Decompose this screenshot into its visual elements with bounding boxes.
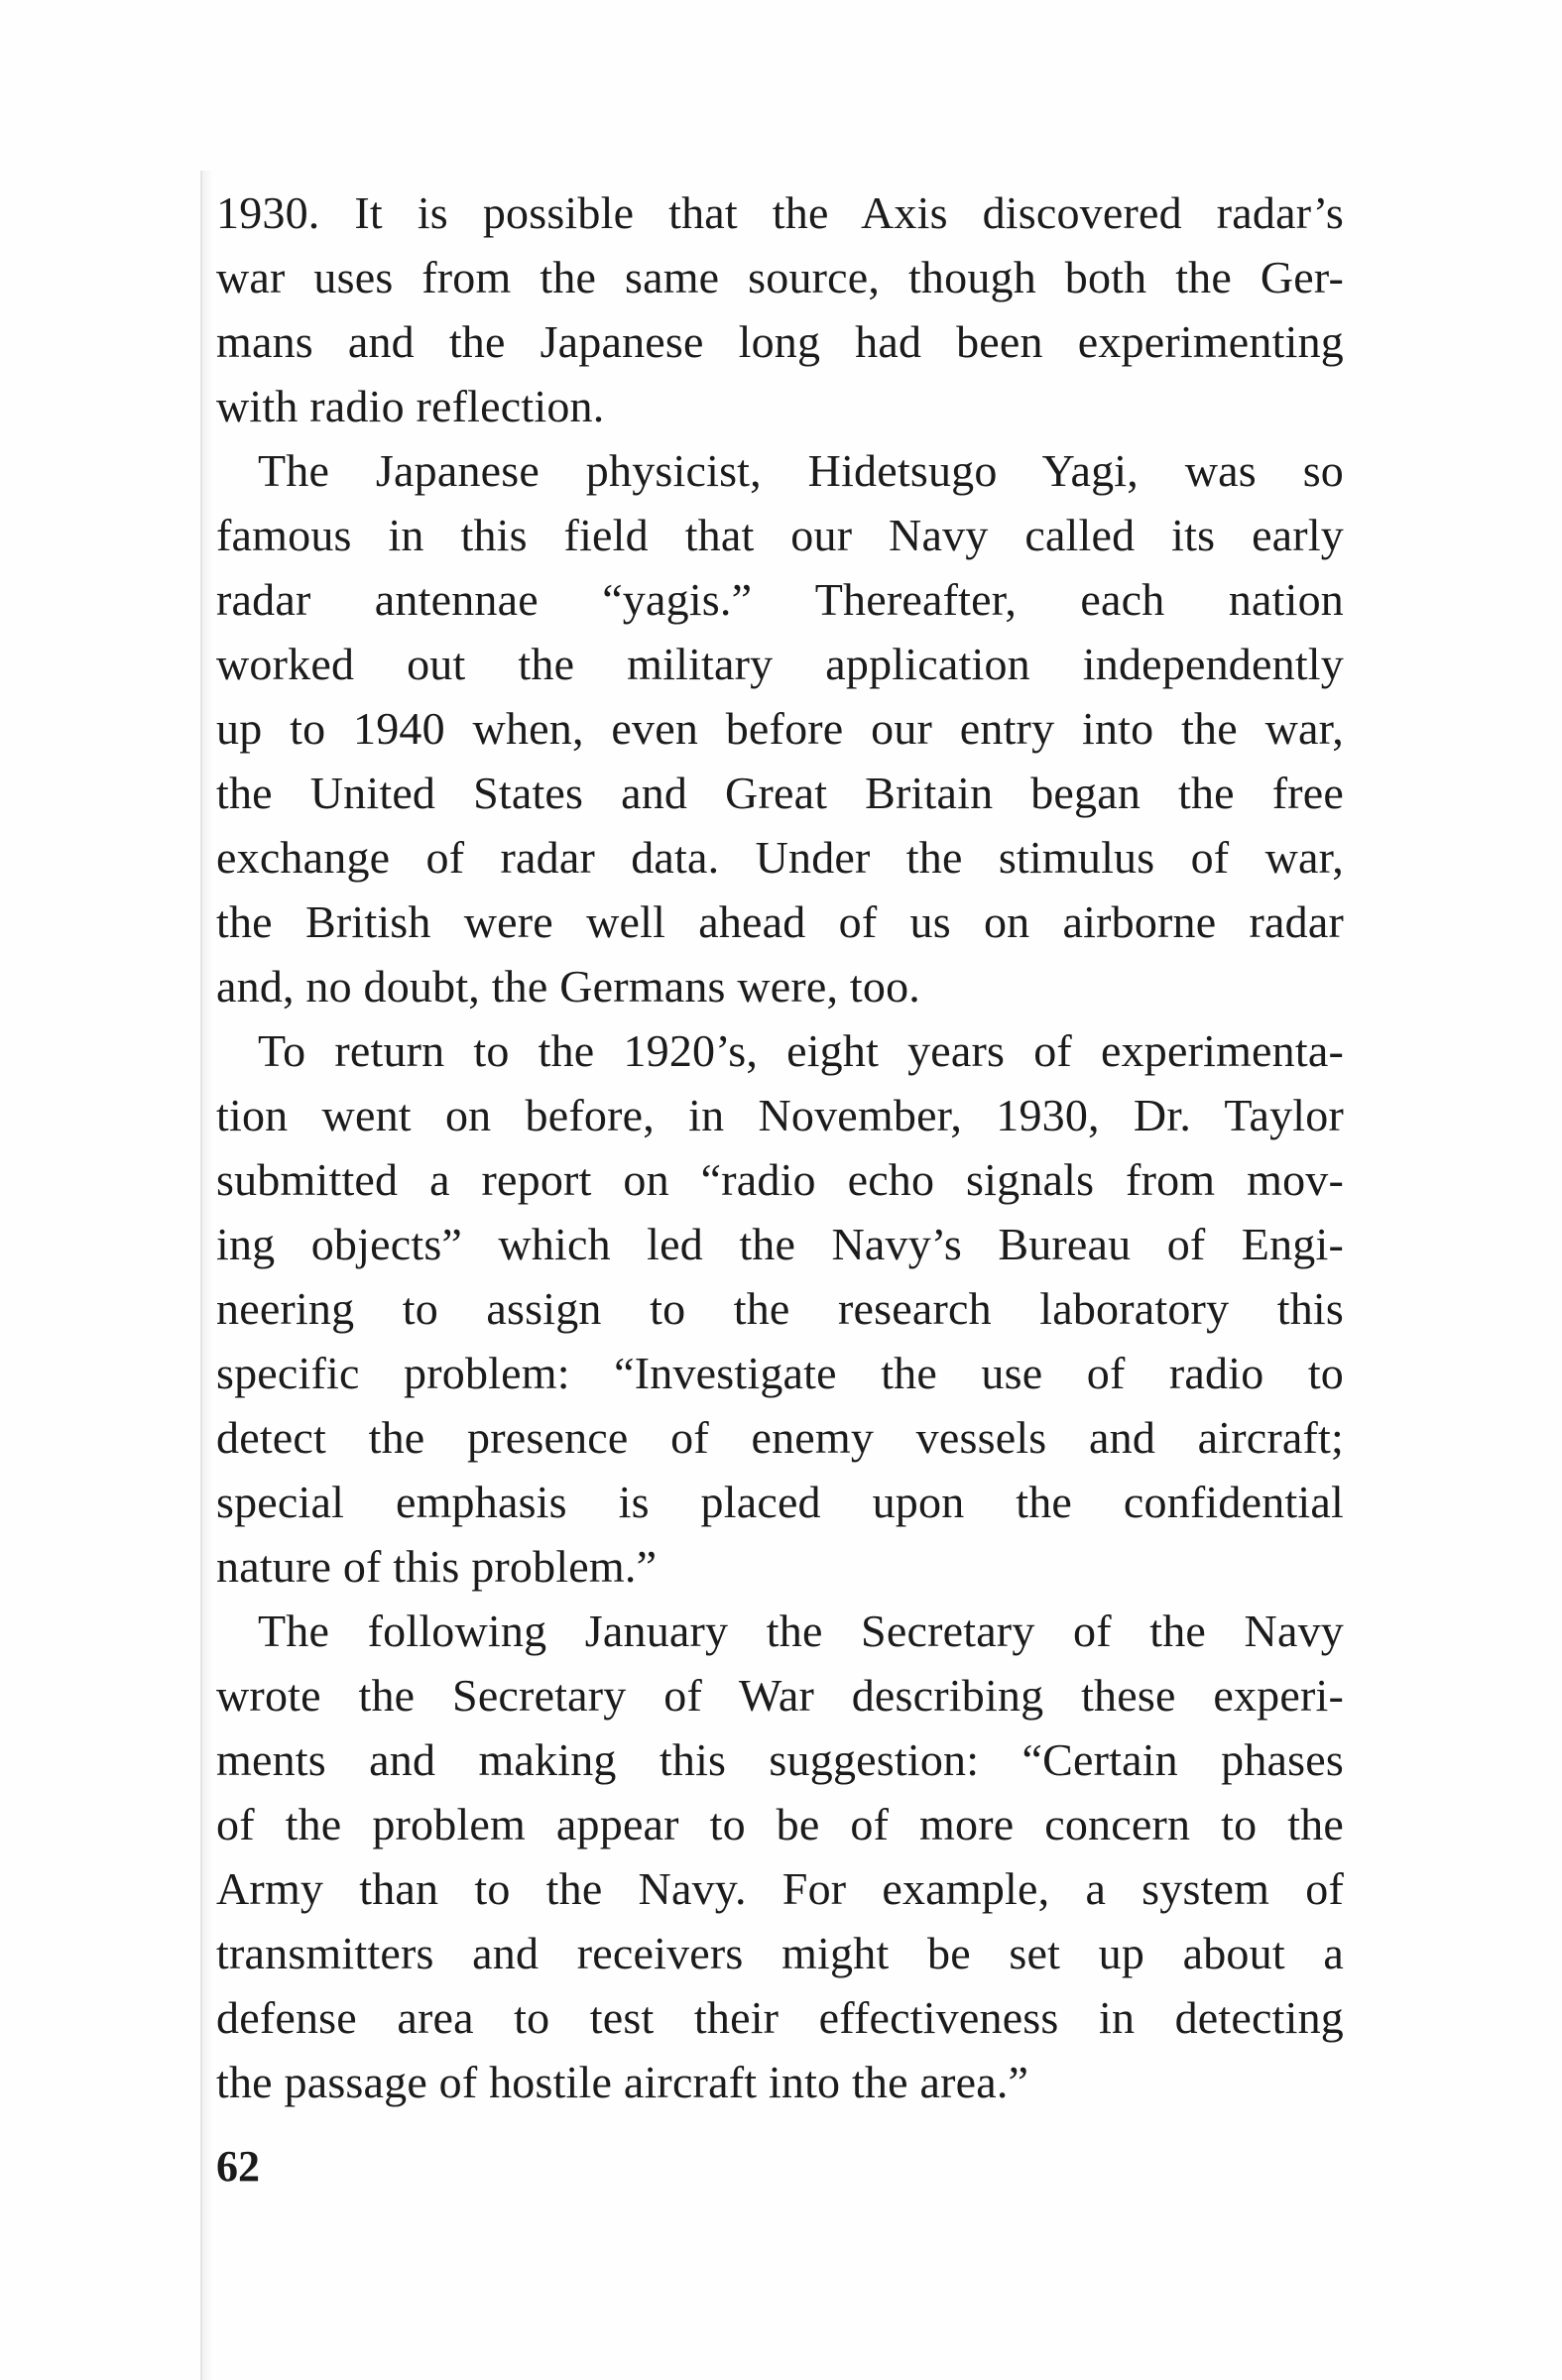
- page-text-block: [216, 180, 1344, 2192]
- text-line: the United States and Great Britain began the free: [216, 768, 1344, 818]
- text-line: famous in this field that our Navy called its early: [216, 510, 1344, 560]
- text-line: The following January the Secretary of the Navy: [258, 1606, 1344, 1656]
- text-line: worked out the military application independently: [216, 639, 1344, 689]
- text-line: up to 1940 when, even before our entry into the war,: [216, 703, 1344, 754]
- text-line: the British were well ahead of us on airborne radar: [216, 896, 1344, 947]
- text-line: exchange of radar data. Under the stimulus of war,: [216, 832, 1344, 883]
- text-line: wrote the Secretary of War describing these experi-: [216, 1670, 1344, 1721]
- text-line: 1930. It is possible that the Axis discovered radar’s: [216, 187, 1344, 238]
- page-number: 62: [216, 2142, 260, 2191]
- text-line: special emphasis is placed upon the confidential: [216, 1477, 1344, 1527]
- text-line: submitted a report on “radio echo signals from mov-: [216, 1154, 1344, 1205]
- text-line: radar antennae “yagis.” Thereafter, each nation: [216, 574, 1344, 625]
- text-line: ing objects” which led the Navy’s Bureau of Engi-: [216, 1219, 1344, 1269]
- text-line: of the problem appear to be of more concern to the: [216, 1799, 1344, 1849]
- text-line: the passage of hostile aircraft into the area.”: [216, 2057, 1029, 2107]
- scan-gutter-artifact: [200, 171, 214, 2380]
- text-line: defense area to test their effectiveness in detecting: [216, 1992, 1344, 2043]
- text-line: war uses from the same source, though both the Ger-: [216, 252, 1344, 302]
- text-line: mans and the Japanese long had been experimenting: [216, 316, 1344, 367]
- text-line: The Japanese physicist, Hidetsugo Yagi, was so: [258, 445, 1344, 496]
- text-line: neering to assign to the research laboratory this: [216, 1283, 1344, 1334]
- text-line: tion went on before, in November, 1930, Dr. Taylor: [216, 1090, 1344, 1140]
- text-line: with radio reflection.: [216, 381, 605, 431]
- text-line: To return to the 1920’s, eight years of experimenta-: [258, 1025, 1344, 1076]
- text-line: transmitters and receivers might be set up about a: [216, 1928, 1344, 1978]
- text-line: Army than to the Navy. For example, a system of: [216, 1863, 1344, 1914]
- text-line: and, no doubt, the Germans were, too.: [216, 961, 921, 1012]
- text-line: specific problem: “Investigate the use of radio to: [216, 1348, 1344, 1398]
- text-line: ments and making this suggestion: “Certain phases: [216, 1734, 1344, 1785]
- text-line: detect the presence of enemy vessels and aircraft;: [216, 1412, 1344, 1463]
- text-line: nature of this problem.”: [216, 1541, 658, 1592]
